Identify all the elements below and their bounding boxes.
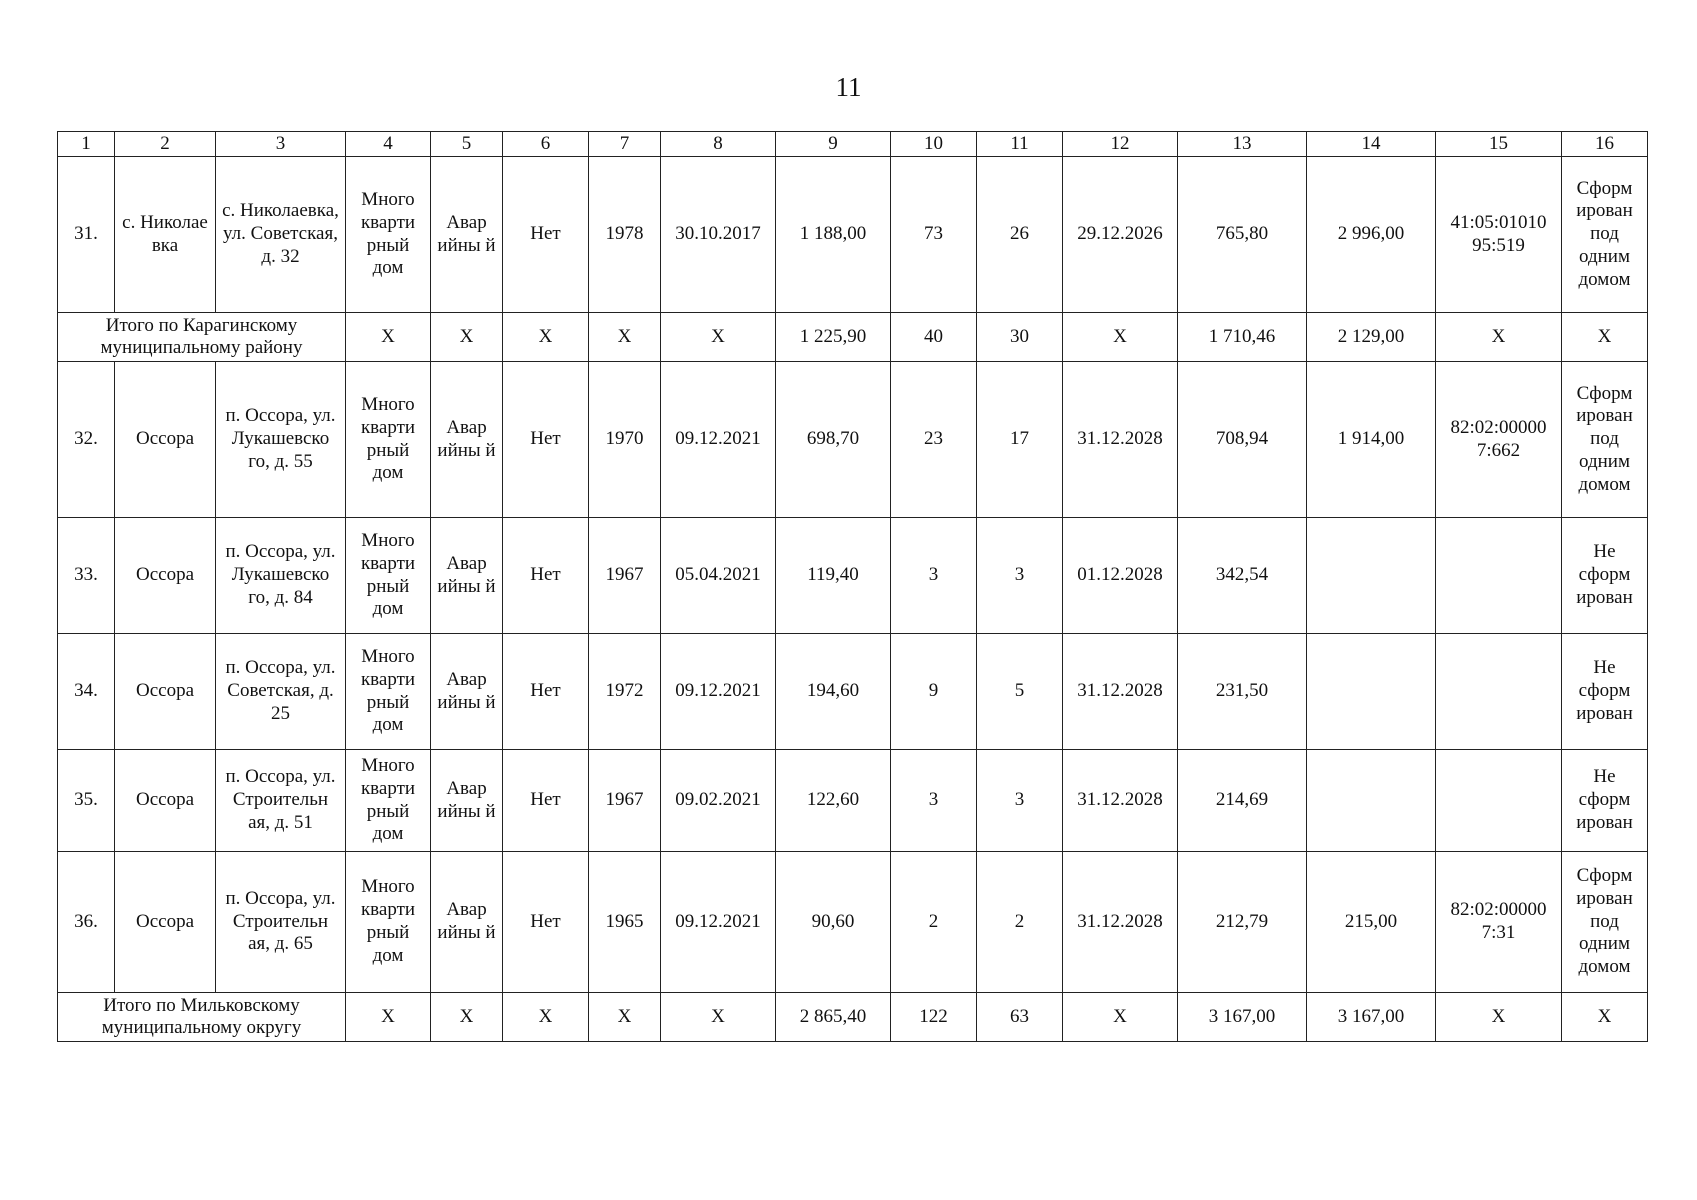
table-cell	[1307, 750, 1436, 852]
table-cell: Авар ийны й	[431, 157, 503, 313]
column-number-row	[58, 132, 1648, 157]
housing-registry-table	[57, 131, 1648, 1042]
header-cell: 6	[503, 132, 589, 157]
table-cell: 1965	[589, 852, 661, 993]
page-number: 11	[835, 72, 862, 102]
address-cell: п. Оссора, ул. Строительн ая, д. 51	[216, 750, 346, 852]
table-cell: 01.12.2028	[1063, 518, 1178, 634]
table-cell: 9	[891, 634, 977, 750]
table-cell: 2	[891, 852, 977, 993]
row-number: 33.	[58, 518, 115, 634]
address-cell: с. Николаевка, ул. Советская, д. 32	[216, 157, 346, 313]
table-cell: X	[589, 993, 661, 1042]
row-number: 35.	[58, 750, 115, 852]
table-cell: 122	[891, 993, 977, 1042]
cadastral-number-cell: 41:05:01010 95:519	[1436, 157, 1562, 313]
header-cell: 13	[1178, 132, 1307, 157]
cadastral-number-cell	[1436, 518, 1562, 634]
table-cell: 1 188,00	[776, 157, 891, 313]
status-cell: Не сформ ирован	[1562, 750, 1648, 852]
status-cell: Сформ ирован под одним домом	[1562, 362, 1648, 518]
settlement-cell: Оссора	[115, 634, 216, 750]
header-cell: 10	[891, 132, 977, 157]
table-row	[58, 518, 1648, 634]
table-cell: Много кварти рный дом	[346, 750, 431, 852]
table-cell: 31.12.2028	[1063, 634, 1178, 750]
settlement-cell: Оссора	[115, 852, 216, 993]
table-cell: 31.12.2028	[1063, 750, 1178, 852]
header-cell: 11	[977, 132, 1063, 157]
table-cell	[1307, 634, 1436, 750]
table-cell: 3	[977, 518, 1063, 634]
cadastral-number-cell	[1436, 634, 1562, 750]
table-cell: X	[431, 993, 503, 1042]
cadastral-number-cell	[1436, 750, 1562, 852]
table-cell: 215,00	[1307, 852, 1436, 993]
table-cell: 3 167,00	[1178, 993, 1307, 1042]
table-cell: Нет	[503, 362, 589, 518]
cadastral-number-cell: 82:02:00000 7:31	[1436, 852, 1562, 993]
table-cell: 3 167,00	[1307, 993, 1436, 1042]
header-cell: 4	[346, 132, 431, 157]
table-cell: 40	[891, 313, 977, 362]
header-cell: 7	[589, 132, 661, 157]
table-cell: Авар ийны й	[431, 634, 503, 750]
table-cell: Нет	[503, 518, 589, 634]
table-cell: X	[1063, 313, 1178, 362]
table-cell: 194,60	[776, 634, 891, 750]
table-cell: Нет	[503, 634, 589, 750]
table-cell: X	[346, 313, 431, 362]
header-cell: 14	[1307, 132, 1436, 157]
table-cell: 09.02.2021	[661, 750, 776, 852]
table-cell: 31.12.2028	[1063, 852, 1178, 993]
table-cell: X	[589, 313, 661, 362]
table-cell: X	[1562, 993, 1648, 1042]
table-cell: 212,79	[1178, 852, 1307, 993]
table-cell: 3	[977, 750, 1063, 852]
settlement-cell: Оссора	[115, 518, 216, 634]
table-cell: 2 865,40	[776, 993, 891, 1042]
table-row	[58, 362, 1648, 518]
table-cell: X	[661, 993, 776, 1042]
table-cell: Много кварти рный дом	[346, 362, 431, 518]
status-cell: Сформ ирован под одним домом	[1562, 157, 1648, 313]
table-cell: 29.12.2026	[1063, 157, 1178, 313]
header-cell: 3	[216, 132, 346, 157]
status-cell: Не сформ ирован	[1562, 634, 1648, 750]
table-cell: X	[503, 993, 589, 1042]
table-cell: 765,80	[1178, 157, 1307, 313]
total-label: Итого по Карагинскому муниципальному району	[58, 313, 346, 362]
address-cell: п. Оссора, ул. Строительн ая, д. 65	[216, 852, 346, 993]
table-cell: 1967	[589, 750, 661, 852]
table-cell: Много кварти рный дом	[346, 852, 431, 993]
table-cell: 119,40	[776, 518, 891, 634]
table-cell: 1 914,00	[1307, 362, 1436, 518]
table-cell: X	[1436, 993, 1562, 1042]
cadastral-number-cell: 82:02:00000 7:662	[1436, 362, 1562, 518]
header-cell: 9	[776, 132, 891, 157]
table-cell: X	[1063, 993, 1178, 1042]
table-cell: 73	[891, 157, 977, 313]
table-row	[58, 157, 1648, 313]
total-label: Итого по Мильковскому муниципальному округу	[58, 993, 346, 1042]
row-number: 36.	[58, 852, 115, 993]
table-cell: 2 996,00	[1307, 157, 1436, 313]
table-cell: 17	[977, 362, 1063, 518]
header-cell: 8	[661, 132, 776, 157]
table-cell	[1307, 518, 1436, 634]
table-cell: 3	[891, 518, 977, 634]
row-number: 34.	[58, 634, 115, 750]
header-cell: 5	[431, 132, 503, 157]
settlement-cell: Оссора	[115, 750, 216, 852]
table-cell: 2 129,00	[1307, 313, 1436, 362]
table-cell: 3	[891, 750, 977, 852]
table-cell: X	[1562, 313, 1648, 362]
table-cell: 1970	[589, 362, 661, 518]
settlement-cell: Оссора	[115, 362, 216, 518]
address-cell: п. Оссора, ул. Лукашевско го, д. 84	[216, 518, 346, 634]
table-cell: 05.04.2021	[661, 518, 776, 634]
settlement-cell: с. Николае вка	[115, 157, 216, 313]
status-cell: Сформ ирован под одним домом	[1562, 852, 1648, 993]
table-cell: Много кварти рный дом	[346, 157, 431, 313]
table-row	[58, 634, 1648, 750]
table-cell: 09.12.2021	[661, 852, 776, 993]
table-cell: 122,60	[776, 750, 891, 852]
table-cell: Авар ийны й	[431, 852, 503, 993]
table-cell: 342,54	[1178, 518, 1307, 634]
table-cell: 1 710,46	[1178, 313, 1307, 362]
row-number: 32.	[58, 362, 115, 518]
table-cell: 1972	[589, 634, 661, 750]
table-cell: X	[346, 993, 431, 1042]
table-row	[58, 852, 1648, 993]
total-row	[58, 313, 1648, 362]
table-cell: X	[661, 313, 776, 362]
table-cell: 31.12.2028	[1063, 362, 1178, 518]
table-cell: 231,50	[1178, 634, 1307, 750]
table-cell: 26	[977, 157, 1063, 313]
header-cell: 1	[58, 132, 115, 157]
table-cell: 30.10.2017	[661, 157, 776, 313]
table-cell: 23	[891, 362, 977, 518]
total-row	[58, 993, 1648, 1042]
address-cell: п. Оссора, ул. Советская, д. 25	[216, 634, 346, 750]
table-cell: 698,70	[776, 362, 891, 518]
table-cell: 214,69	[1178, 750, 1307, 852]
table-cell: Авар ийны й	[431, 750, 503, 852]
table-cell: 1 225,90	[776, 313, 891, 362]
table-cell: X	[431, 313, 503, 362]
table-cell: Авар ийны й	[431, 362, 503, 518]
table-cell: 1978	[589, 157, 661, 313]
table-cell: Нет	[503, 157, 589, 313]
table-cell: 90,60	[776, 852, 891, 993]
table-cell: 09.12.2021	[661, 634, 776, 750]
table-cell: 708,94	[1178, 362, 1307, 518]
status-cell: Не сформ ирован	[1562, 518, 1648, 634]
table-cell: Авар ийны й	[431, 518, 503, 634]
table-cell: 30	[977, 313, 1063, 362]
table-cell: Много кварти рный дом	[346, 634, 431, 750]
header-cell: 16	[1562, 132, 1648, 157]
header-cell: 2	[115, 132, 216, 157]
table-row	[58, 750, 1648, 852]
table-cell: 09.12.2021	[661, 362, 776, 518]
row-number: 31.	[58, 157, 115, 313]
table-cell: 5	[977, 634, 1063, 750]
table-cell: Нет	[503, 852, 589, 993]
table-cell: X	[1436, 313, 1562, 362]
table-cell: 63	[977, 993, 1063, 1042]
table-cell: X	[503, 313, 589, 362]
header-cell: 12	[1063, 132, 1178, 157]
address-cell: п. Оссора, ул. Лукашевско го, д. 55	[216, 362, 346, 518]
table-cell: Много кварти рный дом	[346, 518, 431, 634]
header-cell: 15	[1436, 132, 1562, 157]
table-cell: 2	[977, 852, 1063, 993]
table-cell: 1967	[589, 518, 661, 634]
table-cell: Нет	[503, 750, 589, 852]
